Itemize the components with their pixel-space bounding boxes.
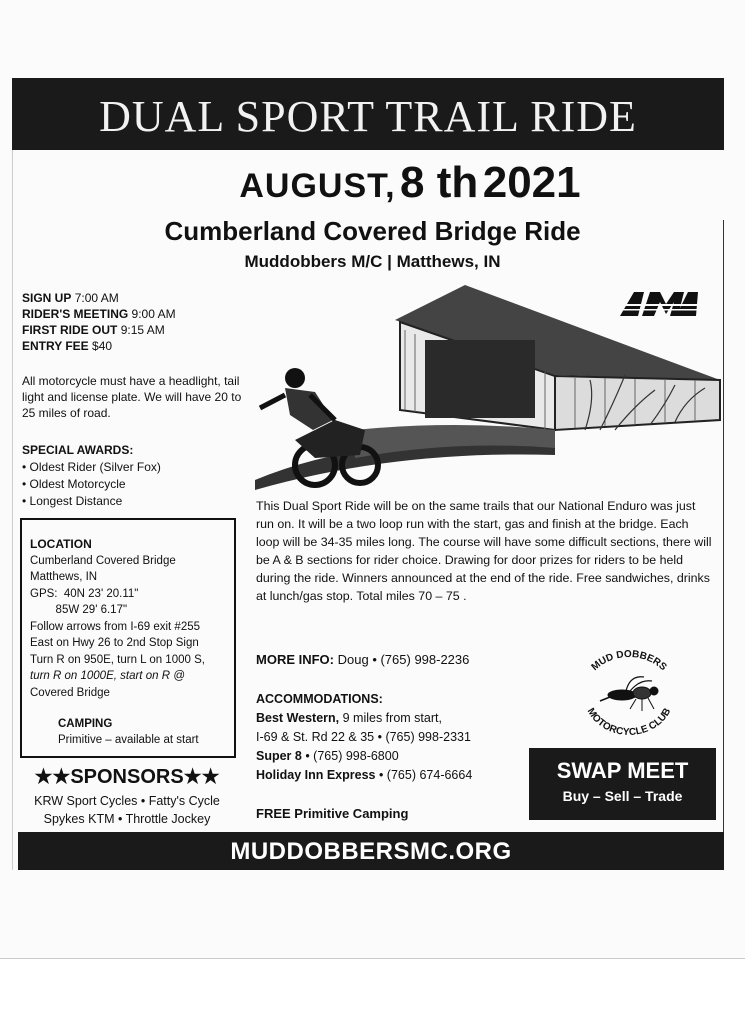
covered-bridge-drawing: [255, 285, 720, 490]
award-item: • Longest Distance: [22, 494, 123, 508]
schedule-label: RIDER'S MEETING: [22, 307, 129, 321]
camping-heading: CAMPING: [58, 718, 113, 730]
location-line: Turn R on 950E, turn L on 1000 S,: [30, 653, 205, 666]
location-line: Follow arrows from I-69 exit #255: [30, 620, 201, 633]
ride-title: Cumberland Covered Bridge Ride: [164, 216, 581, 246]
location-line: Covered Bridge: [30, 686, 110, 699]
awards-heading: SPECIAL AWARDS:: [22, 443, 134, 457]
hotel-name: Best Western,: [256, 711, 340, 725]
sponsor-line: Spykes KTM • Throttle Jockey: [43, 812, 211, 826]
more-info: [256, 652, 469, 667]
accommodation-row: [256, 709, 472, 728]
hotel-name: Holiday Inn Express: [256, 768, 376, 782]
date-month: AUGUST,: [239, 167, 396, 205]
award-item: • Oldest Motorcycle: [22, 477, 126, 491]
schedule-row: [22, 290, 176, 306]
hotel-detail: 9 miles from start,: [339, 711, 442, 725]
club-location-line: Muddobbers M/C | Matthews, IN: [244, 252, 501, 271]
location-line: GPS: 40N 23' 20.11": [30, 587, 139, 600]
covered-bridge-illustration: [255, 280, 725, 490]
accommodations-heading: ACCOMMODATIONS:: [256, 692, 383, 706]
accommodation-row: I-69 & St. Rd 22 & 35 • (765) 998-2331: [256, 730, 471, 744]
accommodation-row: [256, 747, 472, 766]
schedule-label: FIRST RIDE OUT: [22, 323, 118, 337]
schedule-list: [22, 290, 176, 354]
special-awards: [22, 442, 161, 510]
location-heading: LOCATION: [30, 537, 92, 551]
location-line: Cumberland Covered Bridge: [30, 554, 176, 567]
hotel-name: Super 8: [256, 749, 302, 763]
location-line: Matthews, IN: [30, 571, 98, 583]
date-day: 8 th: [400, 158, 479, 207]
ride-description: This Dual Sport Ride will be on the same trails that our National Enduro was just run on. It will be a two loop run with the start, gas and finish at the bridge. Each loop will be 34-35 miles long. The course will have some difficult sections, there will be A & B sections for rider choice. Drawing for door prizes for riders to be held during the ride. Winners announced at the end of the ride. Free sandwiches, drinks at lunch/gas stop. Total miles 70 – 75 .: [256, 499, 712, 603]
mud-dobbers-club-logo: [570, 645, 688, 741]
wasp-icon: [600, 677, 658, 711]
scan-margin: [0, 958, 745, 1025]
sponsors-list: [22, 792, 232, 828]
schedule-row: [22, 322, 176, 338]
sponsor-line: KRW Sport Cycles • Fatty's Cycle: [34, 794, 220, 808]
svg-text:MUD DOBBERS: [590, 649, 669, 673]
website-footer: MUDDOBBERSMC.ORG: [18, 832, 724, 870]
schedule-label: SIGN UP: [22, 291, 72, 305]
award-item: • Oldest Rider (Silver Fox): [22, 460, 161, 474]
requirements-text: All motorcycle must have a headlight, tail light and license plate. We will have 20 to 25 miles of road.: [22, 374, 242, 420]
more-info-contact: Doug • (765) 998-2236: [337, 652, 470, 667]
hotel-detail: • (765) 998-6800: [301, 749, 399, 763]
date-year: 2021: [482, 158, 581, 207]
more-info-label: MORE INFO:: [256, 652, 334, 667]
swap-meet-subtitle: Buy – Sell – Trade: [562, 788, 683, 804]
accommodations: [256, 690, 472, 785]
camping-text: Primitive – available at start: [58, 734, 199, 746]
schedule-value: 7:00 AM: [74, 291, 119, 305]
logo-top-text: MUD DOBBERS: [589, 648, 669, 674]
location-box: [20, 518, 236, 758]
schedule-label: ENTRY FEE: [22, 339, 89, 353]
camping-info: [58, 716, 199, 748]
event-date: [150, 158, 670, 218]
schedule-value: 9:00 AM: [131, 307, 176, 321]
accommodation-row: [256, 766, 472, 785]
swap-meet-box: [529, 748, 716, 820]
location-line: 85W 29' 6.17": [30, 604, 128, 616]
free-camping-note: FREE Primitive Camping: [256, 806, 409, 821]
location-line: turn R on 1000E, start on R @: [30, 670, 185, 682]
title-banner: DUAL SPORT TRAIL RIDE: [12, 78, 724, 150]
sponsors-heading: ★★SPONSORS★★: [34, 766, 220, 788]
schedule-value: 9:15 AM: [120, 323, 165, 337]
location-line: East on Hwy 26 to 2nd Stop Sign: [30, 637, 199, 649]
location-details: [30, 536, 205, 701]
swap-meet-title: SWAP MEET: [556, 758, 689, 783]
schedule-value: $40: [92, 339, 113, 353]
schedule-row: [22, 306, 176, 322]
logo-bottom-text: MOTORCYCLE CLUB: [584, 706, 674, 739]
hotel-detail: • (765) 674-6664: [375, 768, 473, 782]
svg-text:MOTORCYCLE CLUB: [585, 706, 674, 738]
schedule-row: [22, 338, 176, 354]
